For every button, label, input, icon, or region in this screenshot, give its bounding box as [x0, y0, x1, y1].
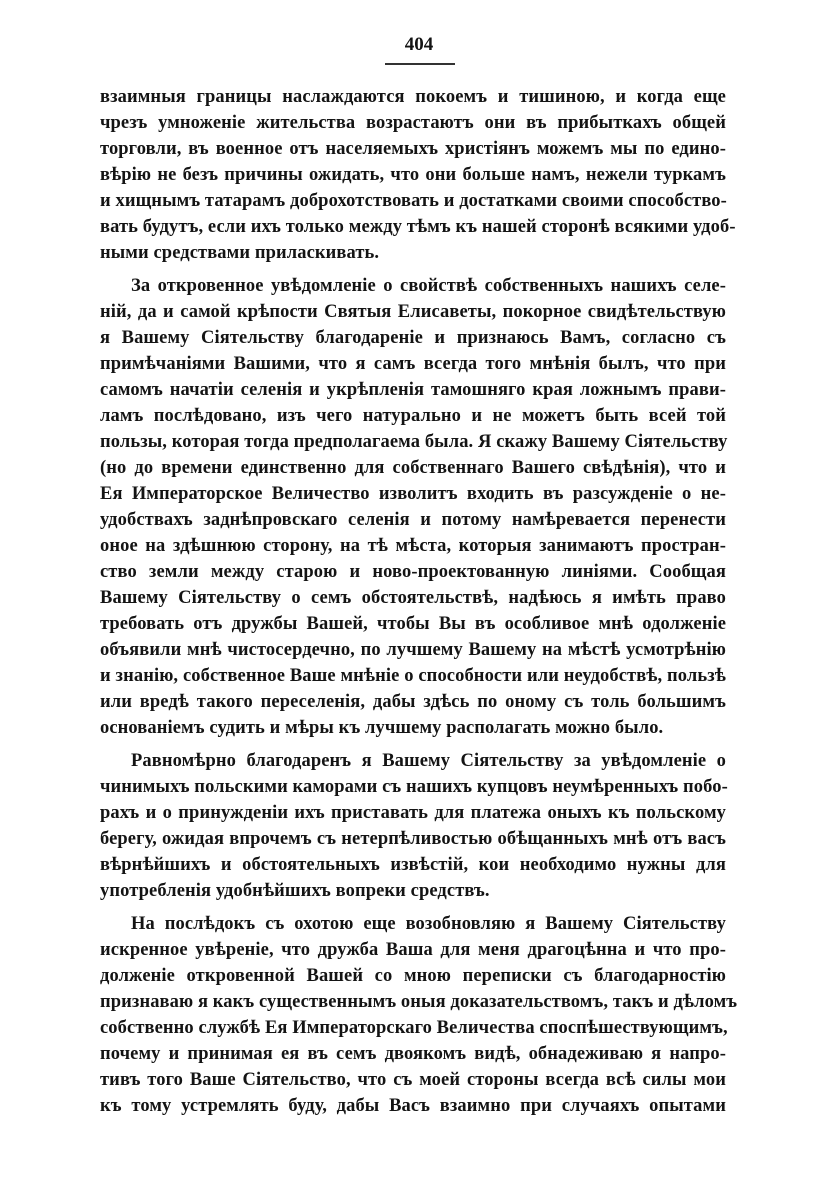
paragraph	[100, 84, 736, 266]
text-line: объявили мнѣ чистосердечно, по лучшему Вашему на мѣстѣ усмотрѣнію	[100, 640, 726, 660]
text-line: вать будутъ, если ихъ только между тѣмъ къ нашей сторонѣ всякими удоб-	[100, 217, 736, 237]
text-line: вѣрнѣйшихъ и обстоятельныхъ извѣстій, кои необходимо нужны для	[100, 855, 726, 875]
text-line: рахъ и о принужденіи ихъ приставать для платежа оныхъ къ польскому	[100, 803, 726, 823]
text-line: ство земли между старою и ново-проектованную линіями. Сообщая	[100, 562, 726, 582]
paragraph	[100, 748, 726, 904]
text-line: взаимныя границы наслаждаются покоемъ и тишиною, и когда еще	[100, 87, 726, 107]
text-line: берегу, ожидая впрочемъ съ нетерпѣливостью обѣщанныхъ мнѣ отъ васъ	[100, 829, 726, 849]
text-line: употребленія удобнѣйшихъ вопреки средствъ.	[100, 881, 490, 901]
text-line: ній, да и самой крѣпости Святыя Елисаветы, покорное свидѣтельствую	[100, 302, 726, 322]
text-line: искренное увѣреніе, что дружба Ваша для меня драгоцѣнна и что про-	[100, 940, 726, 960]
text-line: Ея Императорское Величество изволитъ входить въ разсужденіе о не-	[100, 484, 726, 504]
text-line: самомъ начатіи селенія и укрѣпленія тамошняго края ложнымъ прави-	[100, 380, 726, 400]
text-line: почему и принимая ея въ семъ двоякомъ видѣ, обнадеживаю я напро-	[100, 1044, 726, 1064]
text-line: и хищнымъ татарамъ доброхотствовать и достатками своими способство-	[100, 191, 727, 211]
text-line: За откровенное увѣдомленіе о свойствѣ собственныхъ нашихъ селе-	[131, 276, 726, 296]
paragraph	[100, 273, 726, 741]
paragraph	[100, 911, 738, 1119]
text-line: основаніемъ судить и мѣры къ лучшему располагать можно было.	[100, 718, 664, 738]
text-line: удобствахъ заднѣпровскаго селенія и потому намѣревается перенести	[100, 510, 726, 530]
text-line: торговли, въ военное отъ населяемыхъ христіянъ можемъ мы по едино-	[100, 139, 726, 159]
text-line: оное на здѣшнюю сторону, на тѣ мѣста, которыя занимаютъ простран-	[100, 536, 726, 556]
page-number-rule	[385, 63, 455, 65]
text-line: ламъ послѣдовано, изъ чего натурально и не можетъ быть всей той	[100, 406, 726, 426]
text-line: долженіе откровенной Вашей со мною переписки съ благодарностію	[100, 966, 726, 986]
text-line: ными средствами приласкивать.	[100, 243, 380, 263]
text-line: чинимыхъ польскими каморами съ нашихъ купцовъ неумѣренныхъ побо-	[100, 777, 728, 797]
text-line: тивъ того Ваше Сіятельство, что съ моей стороны всегда всѣ силы мои	[100, 1070, 726, 1090]
text-line: признаваю я какъ существеннымъ оныя доказательствомъ, такъ и дѣломъ	[100, 992, 738, 1012]
text-line: (но до времени единственно для собственнаго Вашего свѣдѣнія), что и	[100, 458, 726, 478]
text-line: Вашему Сіятельству о семъ обстоятельствѣ, надѣюсь я имѣть право	[100, 588, 726, 608]
text-line: или вредѣ такого переселенія, дабы здѣсь по оному съ толь большимъ	[100, 692, 726, 712]
text-line: примѣчаніями Вашими, что я самъ всегда того мнѣнія былъ, что при	[100, 354, 726, 374]
text-line: къ тому устремлять буду, дабы Васъ взаимно при случаяхъ опытами	[100, 1096, 726, 1116]
text-line: пользы, которая тогда предполагаема была. Я скажу Вашему Сіятельству	[100, 432, 728, 452]
body-text	[100, 84, 738, 1126]
text-line: и знанію, собственное Ваше мнѣніе о способности или неудобствѣ, пользѣ	[100, 666, 726, 686]
text-line: требовать отъ дружбы Вашей, чтобы Вы въ особливое мнѣ одолженіе	[100, 614, 726, 634]
text-line: собственно службѣ Ея Императорскаго Величества споспѣшествующимъ,	[100, 1018, 728, 1038]
text-line: Равномѣрно благодаренъ я Вашему Сіятельству за увѣдомленіе о	[131, 751, 726, 771]
text-line: На послѣдокъ съ охотою еще возобновляю я Вашему Сіятельству	[131, 914, 726, 934]
text-line: я Вашему Сіятельству благодареніе и признаюсь Вамъ, согласно съ	[100, 328, 726, 348]
page-number: 404	[404, 34, 434, 55]
text-line: чрезъ умноженіе жительства возрастаютъ они въ прибыткахъ общей	[100, 113, 726, 133]
text-line: вѣрію не безъ причины ожидать, что они больше намъ, нежели туркамъ	[100, 165, 726, 185]
